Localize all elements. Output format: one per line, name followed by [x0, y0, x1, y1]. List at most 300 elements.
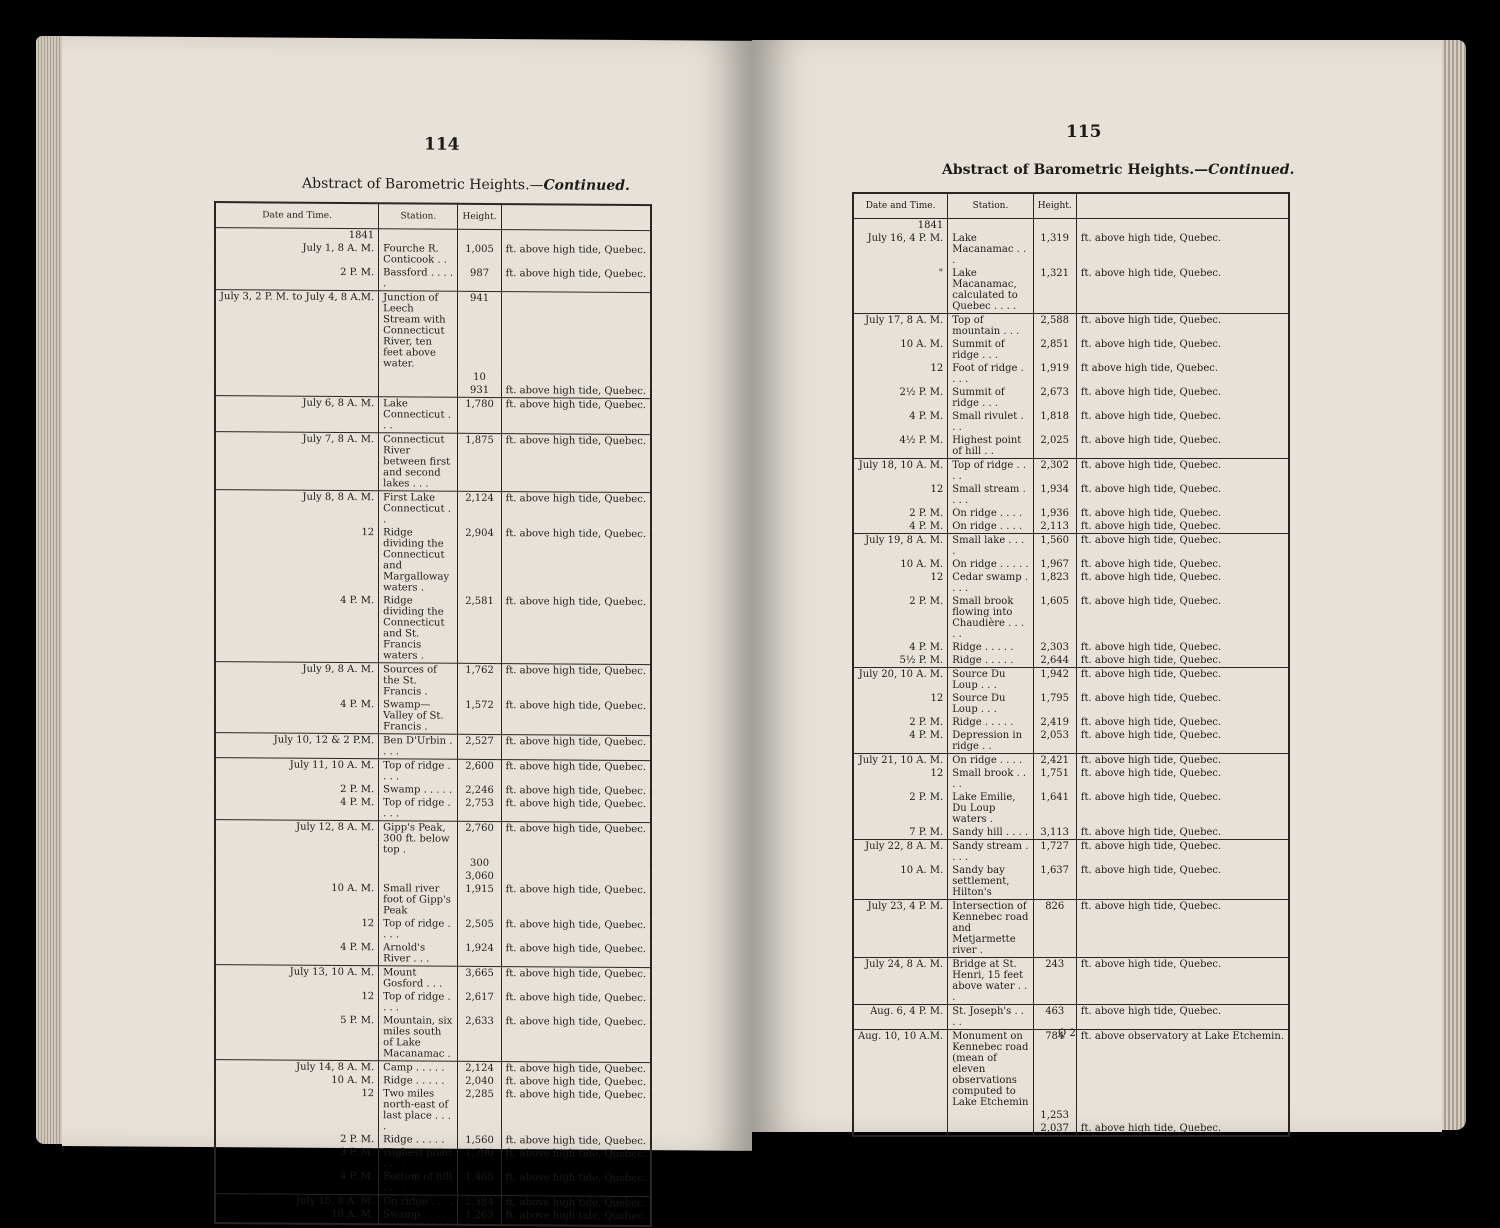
table-row [853, 1005, 1289, 1030]
row-height: 1,967 [1033, 558, 1076, 571]
row-note: ft. above high tide, Quebec. [1076, 716, 1289, 729]
row-station: Camp . . . . . [379, 1061, 458, 1075]
header-note [1076, 193, 1289, 219]
title-continued: Continued. [543, 177, 630, 194]
table-row [853, 840, 1289, 865]
row-note: ft. above high tide, Quebec. [1076, 729, 1289, 754]
row-station: Source Du Loup . . . [948, 668, 1033, 693]
table-row [215, 265, 651, 293]
row-date: 5 P. M. [215, 1013, 379, 1061]
row-station: Mount Gosford . . . [379, 966, 458, 991]
row-height [458, 229, 501, 243]
row-station: Lake Macanamac . . . [948, 232, 1033, 267]
row-date: July 3, 2 P. M. to July 4, 8 A.M. [215, 290, 379, 371]
row-date: July 18, 10 A. M. [853, 459, 948, 484]
row-note: ft. above high tide, Quebec. [501, 918, 651, 943]
row-note: ft. above high tide, Quebec. [501, 735, 651, 761]
row-height: 2,644 [1033, 654, 1076, 668]
row-station: Ridge dividing the Connecticut and St. Francis waters . [379, 594, 458, 663]
row-date: July 8, 8 A. M. [215, 490, 379, 527]
row-note: ft. above high tide, Quebec. [501, 883, 651, 919]
row-height: 1,727 [1033, 840, 1076, 865]
row-date: 2 P. M. [853, 716, 948, 729]
row-note [501, 870, 651, 884]
row-station: Depression in ridge . . [948, 729, 1033, 754]
page-number: 114 [424, 134, 460, 155]
row-date: July 16, 4 P. M. [853, 232, 948, 267]
row-note: ft. above high tide, Quebec. [1076, 900, 1289, 958]
row-station: Small river foot of Gipp's Peak [379, 882, 458, 918]
left-page [62, 36, 752, 1223]
table-row [215, 965, 651, 993]
row-date: 2 P. M. [853, 791, 948, 826]
table-row [215, 593, 651, 665]
row-note: ft. above high tide, Quebec. [1076, 520, 1289, 534]
row-date: 12 [853, 483, 948, 507]
row-station: Summit of ridge . . . [948, 338, 1033, 362]
table-row [215, 525, 651, 596]
row-note: ft. above high tide, Quebec. [1076, 483, 1289, 507]
row-height: 2,851 [1033, 338, 1076, 362]
row-note: ft. above high tide, Quebec. [1076, 668, 1289, 693]
row-note: ft. above high tide, Quebec. [501, 664, 651, 701]
row-station: On ridge . . . . [948, 507, 1033, 520]
row-date: July 20, 10 A. M. [853, 668, 948, 693]
row-note: ft. above observatory at Lake Etchemin. [1076, 1030, 1289, 1110]
table-row [853, 520, 1289, 534]
row-note: ft. above high tide, Quebec. [501, 1088, 651, 1135]
table-row [853, 791, 1289, 826]
row-station: Ridge . . . . . [948, 641, 1033, 654]
row-station: On ridge . . . . . [948, 558, 1033, 571]
row-station: Lake Macanamac, calculated to Quebec . . . . [948, 267, 1033, 314]
row-date: 4 P. M. [215, 593, 379, 663]
table-row [853, 386, 1289, 410]
table-row [853, 434, 1289, 459]
row-date: 4 P. M. [853, 641, 948, 654]
row-note: ft. above high tide, Quebec. [1076, 1005, 1289, 1030]
row-height: 2,025 [1033, 434, 1076, 459]
header-date: Date and Time. [853, 193, 948, 219]
row-station: Arnold's River . . . [379, 941, 458, 966]
row-date: 4 P. M. [853, 520, 948, 534]
row-height: 1,572 [458, 699, 501, 735]
row-height: 2,040 [458, 1075, 501, 1088]
row-height: 2,246 [458, 784, 501, 797]
row-station: Gipp's Peak, 300 ft. below top . [379, 821, 458, 857]
row-station: Swamp . . . . . [379, 783, 458, 797]
row-date: July 15, 8 A. M. [215, 1194, 379, 1209]
row-date: July 1, 8 A. M. [215, 241, 379, 266]
row-date: July 10, 12 & 2 P.M. [215, 733, 379, 759]
row-height: 3,060 [458, 870, 501, 883]
row-note: ft. above high tide, Quebec. [1076, 767, 1289, 791]
row-height: 1,924 [458, 942, 501, 967]
row-note: ft. above high tide, Quebec. [1076, 386, 1289, 410]
row-note: ft. above high tide, Quebec. [1076, 692, 1289, 716]
row-height: 1,560 [458, 1134, 501, 1147]
row-height: 10 [458, 371, 501, 384]
row-station: On ridge . . . . [948, 520, 1033, 534]
row-height: 1,915 [458, 883, 501, 918]
title-continued: Continued. [1208, 162, 1295, 178]
row-note: ft above high tide, Quebec. [1076, 362, 1289, 386]
table-row [215, 940, 651, 968]
row-height: 2,588 [1033, 314, 1076, 339]
row-height: 1,934 [1033, 483, 1076, 507]
row-station: Source Du Loup . . . [948, 692, 1033, 716]
row-height: 2,753 [458, 797, 501, 822]
table-row [853, 483, 1289, 507]
table-row [215, 733, 651, 761]
row-height: 1,751 [1033, 767, 1076, 791]
table-row [853, 729, 1289, 754]
row-date: 12 [215, 916, 379, 941]
row-station [948, 1109, 1033, 1122]
row-date: 2½ P. M. [853, 386, 948, 410]
row-note: ft. above high tide, Quebec. [1076, 641, 1289, 654]
row-note: ft. above high tide, Quebec. [1076, 434, 1289, 459]
row-note: ft. above high tide, Quebec. [1076, 958, 1289, 1005]
row-date: 4 P. M. [215, 1169, 379, 1195]
row-height: 3,113 [1033, 826, 1076, 840]
row-date: 10 A. M. [215, 1073, 379, 1087]
row-station: Ridge . . . . . [948, 716, 1033, 729]
table-row [853, 641, 1289, 654]
row-date: July 13, 10 A. M. [215, 965, 379, 991]
header-station: Station. [948, 193, 1033, 219]
row-height: 3,665 [458, 966, 501, 991]
row-height: 2,124 [458, 491, 501, 527]
row-note: ft. above high tide, Quebec. [501, 1062, 651, 1077]
row-station: Sandy bay settlement, Hilton's [948, 864, 1033, 900]
row-height: 2,581 [458, 595, 501, 664]
row-station: Bridge at St. Henri, 15 feet above water . . . [948, 958, 1033, 1005]
table-title [942, 162, 1294, 178]
table-row [215, 432, 651, 493]
row-note: ft. above high tide, Quebec. [501, 243, 651, 268]
row-station: Bassford . . . . . [379, 266, 458, 291]
row-date: 12 [853, 767, 948, 791]
row-station: Junction of Leech Stream with Connecticut River, ten feet above water. [379, 291, 458, 371]
row-note: ft. above high tide, Quebec. [1076, 571, 1289, 595]
table-row [853, 668, 1289, 693]
row-height: 1,253 [1033, 1109, 1076, 1122]
row-station [948, 219, 1033, 233]
row-station: Summit of ridge . . . [948, 386, 1033, 410]
row-note: ft. above high tide, Quebec. [501, 267, 651, 293]
row-note: ft. above high tide, Quebec. [1076, 410, 1289, 434]
row-height: 987 [458, 267, 501, 292]
row-station: Mountain, six miles south of Lake Macanamac . [379, 1014, 458, 1061]
row-height: 1,321 [1033, 267, 1076, 314]
table-row [215, 758, 651, 786]
row-date: July 6, 8 A. M. [215, 396, 379, 433]
table-row [853, 534, 1289, 559]
row-note: ft. above high tide, Quebec. [501, 384, 651, 399]
row-height: 1,605 [1033, 595, 1076, 641]
row-station: Monument on Kennebec road (mean of eleven observations computed to Lake Etchemin [948, 1030, 1033, 1110]
row-station: Ridge . . . . . [379, 1133, 458, 1147]
row-note: ft. above high tide, Quebec. [501, 595, 651, 665]
table-row [853, 232, 1289, 267]
row-height: 243 [1033, 958, 1076, 1005]
row-note: ft. above high tide, Quebec. [1076, 459, 1289, 484]
barometric-table [214, 201, 652, 1227]
row-station [948, 1122, 1033, 1136]
row-station: Sandy hill . . . . [948, 826, 1033, 840]
row-note [501, 857, 651, 871]
row-date: 5½ P. M. [853, 654, 948, 668]
table-row [215, 916, 651, 943]
row-note: ft. above high tide, Quebec. [501, 760, 651, 786]
row-height: 2,053 [1033, 729, 1076, 754]
row-note: ft. above high tide, Quebec. [1076, 267, 1289, 314]
row-note: ft. above high tide, Quebec. [501, 1015, 651, 1063]
row-date: 4 P. M. [215, 940, 379, 966]
table-row [853, 267, 1289, 314]
row-station [379, 383, 458, 397]
row-height: 1,263 [458, 1209, 501, 1222]
row-height: 1,762 [458, 663, 501, 699]
table-row [853, 1030, 1289, 1110]
row-station [379, 856, 458, 870]
row-note: ft. above high tide, Quebec. [1076, 1122, 1289, 1136]
header-height: Height. [1033, 193, 1076, 219]
row-date: 2 P. M. [853, 595, 948, 641]
row-note: ft. above high tide, Quebec. [1076, 826, 1289, 840]
row-note: ft. above high tide, Quebec. [501, 1075, 651, 1089]
row-note: ft. above high tide, Quebec. [501, 1171, 651, 1197]
row-station: Lake Connecticut . . . [379, 397, 458, 434]
row-station: Small brook flowing into Chaudière . . . . . [948, 595, 1033, 641]
row-height: 2,904 [458, 527, 501, 595]
row-height: 2,421 [1033, 754, 1076, 768]
row-note: ft. above high tide, Quebec. [1076, 791, 1289, 826]
row-height: 463 [1033, 1005, 1076, 1030]
row-height: 826 [1033, 900, 1076, 958]
row-date [215, 855, 379, 869]
table-row [853, 900, 1289, 958]
row-height: 1,641 [1033, 791, 1076, 826]
row-note: ft. above high tide, Quebec. [501, 942, 651, 968]
row-date: 1841 [853, 219, 948, 233]
row-date: 1841 [215, 228, 379, 243]
table-row [215, 1086, 651, 1135]
row-station: Top of ridge . . . . [379, 796, 458, 821]
row-date [215, 868, 379, 882]
row-station: Connecticut River between first and second lakes . . . [379, 433, 458, 492]
row-note [501, 230, 651, 245]
table-row [853, 459, 1289, 484]
row-height: 2,303 [1033, 641, 1076, 654]
row-date: 4½ P. M. [853, 434, 948, 459]
row-note: ft. above high tide, Quebec. [1076, 338, 1289, 362]
row-date: July 7, 8 A. M. [215, 432, 379, 491]
row-station: Swamp . . . . . [379, 1208, 458, 1222]
row-date: July 14, 8 A. M. [215, 1060, 379, 1075]
row-station: Foot of ridge . . . . [948, 362, 1033, 386]
row-note: ft. above high tide, Quebec. [501, 1209, 651, 1223]
header-station: Station. [379, 203, 458, 229]
row-date: July 12, 8 A. M. [215, 820, 379, 857]
row-station: Cedar swamp . . . . [948, 571, 1033, 595]
table-row [853, 958, 1289, 1005]
table-row [853, 410, 1289, 434]
row-station: Top of ridge . . . . [379, 759, 458, 784]
row-station: Small lake . . . . [948, 534, 1033, 559]
row-height: 2,600 [458, 759, 501, 784]
row-date: 2 P. M. [215, 265, 379, 291]
row-height: 2,302 [1033, 459, 1076, 484]
row-height: 2,633 [458, 1015, 501, 1062]
row-date: " [853, 267, 948, 314]
row-height: 2,384 [458, 1195, 501, 1209]
row-station: St. Joseph's . . . . [948, 1005, 1033, 1030]
table-row [215, 290, 651, 373]
row-height: 1,560 [1033, 534, 1076, 559]
row-note [501, 292, 651, 373]
row-note [1076, 219, 1289, 233]
row-note: ft. above high tide, Quebec. [1076, 507, 1289, 520]
table-row [853, 692, 1289, 716]
row-note [501, 1222, 651, 1226]
row-station: Bottom of hill . . . . [379, 1170, 458, 1195]
row-note: ft. above high tide, Quebec. [1076, 754, 1289, 768]
row-station: Top of ridge . . . . [948, 459, 1033, 484]
table-row [215, 820, 651, 859]
row-date: 2 P. M. [215, 782, 379, 796]
row-station: Ben D'Urbin . . . . [379, 734, 458, 760]
title-main: Abstract of Barometric Heights.— [942, 162, 1209, 178]
row-date [215, 369, 379, 383]
row-date [853, 1122, 948, 1136]
row-height: 941 [458, 291, 501, 371]
table-row [853, 767, 1289, 791]
table-row [853, 558, 1289, 571]
row-height: 2,527 [458, 734, 501, 759]
row-note [1076, 1109, 1289, 1122]
table-row [853, 219, 1289, 233]
row-station: Small brook . . . . [948, 767, 1033, 791]
row-station: Top of mountain . . . [948, 314, 1033, 339]
row-station: Intersection of Kennebec road and Metjarmette river . [948, 900, 1033, 958]
row-date: Aug. 10, 10 A.M. [853, 1030, 948, 1110]
row-date: 3 P. M. [215, 1145, 379, 1170]
row-date: 4 P. M. [853, 410, 948, 434]
row-height: 1,465 [458, 1171, 501, 1196]
table-row [853, 595, 1289, 641]
page-number: 115 [1066, 122, 1102, 142]
row-height: 2,113 [1033, 520, 1076, 534]
row-note: ft. above high tide, Quebec. [501, 1147, 651, 1172]
row-station: Ridge . . . . . [948, 654, 1033, 668]
table-row [215, 241, 651, 268]
row-date: 10 A. M. [853, 338, 948, 362]
row-height: 2,419 [1033, 716, 1076, 729]
row-note: ft. above high tide, Quebec. [1076, 232, 1289, 267]
row-date: July 17, 8 A. M. [853, 314, 948, 339]
row-station: On ridge . . . . [948, 754, 1033, 768]
row-note: ft. above high tide, Quebec. [1076, 534, 1289, 559]
row-height: 1,319 [1033, 232, 1076, 267]
row-height: 1,795 [1033, 692, 1076, 716]
row-note: ft. above high tide, Quebec. [501, 822, 651, 859]
row-date: 4 P. M. [215, 795, 379, 821]
table-row [853, 571, 1289, 595]
row-date: July 22, 8 A. M. [853, 840, 948, 865]
row-station: Top of ridge . . . . [379, 990, 458, 1015]
row-date: 10 A. M. [215, 1207, 379, 1221]
row-station: Swamp—Valley of St. Francis . [379, 698, 458, 734]
table-row [215, 1169, 651, 1197]
row-note: ft. above high tide, Quebec. [501, 527, 651, 596]
row-date: Aug. 6, 4 P. M. [853, 1005, 948, 1030]
row-note: ft. above high tide, Quebec. [1076, 654, 1289, 668]
row-date: July 23, 4 P. M. [853, 900, 948, 958]
row-date [215, 1220, 379, 1224]
table-row [853, 338, 1289, 362]
table-row [215, 795, 651, 823]
table-row [853, 654, 1289, 668]
row-height: 2,124 [458, 1061, 501, 1075]
table-row [853, 362, 1289, 386]
row-note: ft. above high tide, Quebec. [1076, 595, 1289, 641]
row-note: ft. above high tide, Quebec. [501, 784, 651, 798]
row-station: Two miles north-east of last place . . . . [379, 1087, 458, 1134]
row-station: Highest point . . . . [379, 1146, 458, 1171]
row-note: ft. above high tide, Quebec. [501, 991, 651, 1016]
row-height: 1,942 [1033, 668, 1076, 693]
row-height [458, 1222, 501, 1225]
table-row [853, 314, 1289, 339]
row-height: 2,037 [1033, 1122, 1076, 1136]
table-row [853, 826, 1289, 840]
row-station [379, 229, 458, 243]
title-main: Abstract of Barometric Heights.— [302, 175, 544, 194]
row-date: 2 P. M. [853, 507, 948, 520]
row-height: 2,617 [458, 991, 501, 1015]
table-row [853, 1122, 1289, 1136]
table-row [215, 490, 651, 529]
row-date: July 21, 10 A. M. [853, 754, 948, 768]
row-date: 12 [853, 362, 948, 386]
row-height: 2,285 [458, 1088, 501, 1134]
row-height: 1,875 [458, 433, 501, 491]
row-station: Lake Emilie, Du Loup waters . [948, 791, 1033, 826]
row-date: 7 P. M. [853, 826, 948, 840]
table-title [302, 176, 630, 194]
row-station [379, 1221, 458, 1225]
row-date [853, 1109, 948, 1122]
row-height: 784 [1033, 1030, 1076, 1110]
row-height: 1,005 [458, 243, 501, 267]
header-height: Height. [458, 204, 501, 230]
row-date: 12 [215, 989, 379, 1014]
row-date: July 11, 10 A. M. [215, 758, 379, 784]
row-height: 1,790 [458, 1147, 501, 1171]
header-date: Date and Time. [215, 202, 379, 229]
row-height: 1,780 [458, 397, 501, 433]
row-date: 12 [853, 692, 948, 716]
table-row [853, 864, 1289, 900]
row-height: 1,818 [1033, 410, 1076, 434]
row-date: 2 P. M. [215, 1132, 379, 1146]
barometric-table [852, 192, 1290, 1137]
row-height: 2,760 [458, 821, 501, 857]
row-height: 2,673 [1033, 386, 1076, 410]
row-station [379, 869, 458, 883]
